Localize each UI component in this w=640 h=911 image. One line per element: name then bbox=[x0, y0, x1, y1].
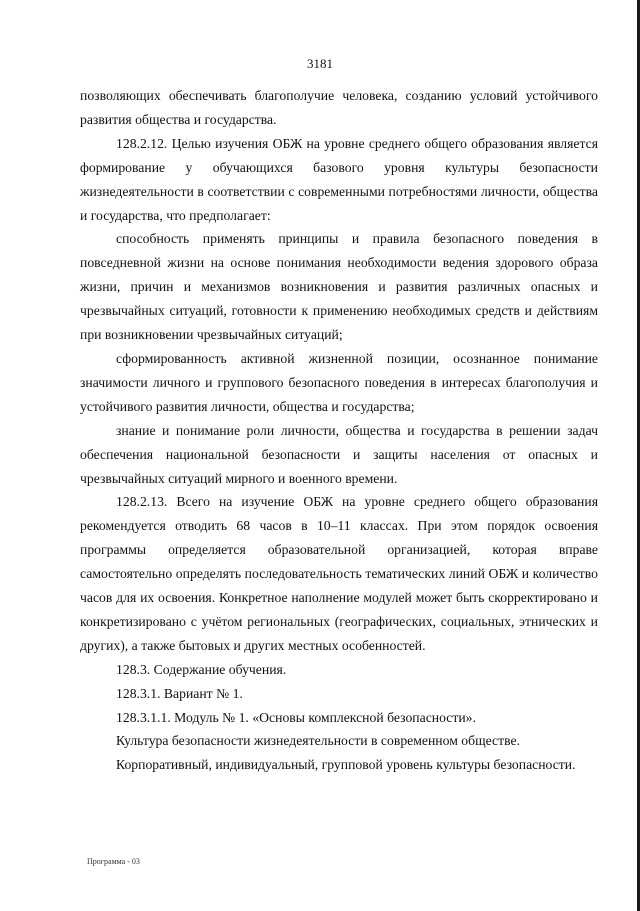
paragraph: сформированность активной жизненной позиции, осознанное понимание значимости личного и группового безопасного поведения в интересах благополучия и устойчивого развития личности, общества и государства; bbox=[80, 350, 598, 414]
paragraph: позволяющих обеспечивать благополучие человека, созданию условий устойчивого развития общества и государства. bbox=[80, 88, 598, 127]
paragraph: 128.2.12. Целью изучения ОБЖ на уровне среднего общего образования является формирование у обучающихся базового уровня культуры безопасности жизнедеятельности в соответствии с современными потребностями личности, общества и государства, что предполагает: bbox=[80, 135, 598, 223]
paragraph: 128.3.1. Вариант № 1. bbox=[116, 685, 243, 701]
paragraph: способность применять принципы и правила безопасного поведения в повседневной жизни на основе понимания необходимости ведения здорового образа жизни, причин и механизмов возникновения и развития различных опасных и чрезвычайных ситуаций, готовности к применению необходимых средств и действиям при возникновении чрезвычайных ситуаций; bbox=[80, 231, 598, 343]
paragraph: Культура безопасности жизнедеятельности в современном обществе. bbox=[116, 733, 520, 749]
paragraph: 128.3. Содержание обучения. bbox=[116, 661, 287, 677]
paragraph: 128.2.13. Всего на изучение ОБЖ на уровне среднего общего образования рекомендуется отводить 68 часов в 10–11 классах. При этом порядок освоения программы определяется образовательной организацией, которая вправе самостоятельно определять последовательность тематических линий ОБЖ и количество часов для их освоения. Конкретное наполнение модулей может быть скорректировано и конкретизировано с учётом региональных (географических, социальных, этнических и других), а также бытовых и других местных особенностей. bbox=[80, 494, 598, 653]
body-text bbox=[80, 84, 598, 777]
paragraph: знание и понимание роли личности, общества и государства в решении задач обеспечения национальной безопасности и защиты населения от опасных и чрезвычайных ситуаций мирного и военного времени. bbox=[80, 422, 598, 486]
page-number: 3181 bbox=[307, 56, 333, 71]
paragraph: 128.3.1.1. Модуль № 1. «Основы комплексной безопасности». bbox=[116, 709, 476, 725]
paragraph: Корпоративный, индивидуальный, групповой уровень культуры безопасности. bbox=[116, 757, 576, 773]
footer-label: Программа - 03 bbox=[87, 857, 140, 866]
